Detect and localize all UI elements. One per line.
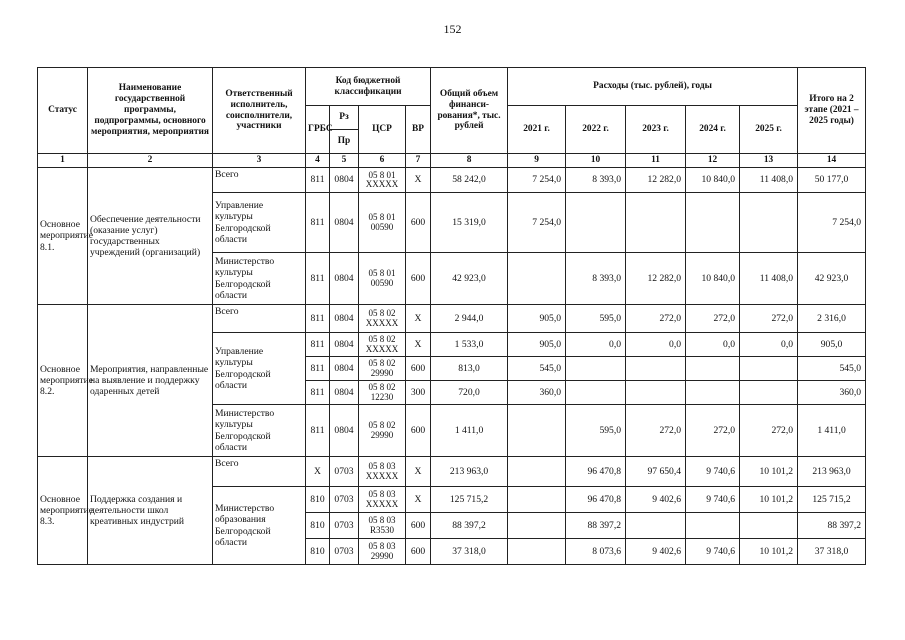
header-2023: 2023 г. — [626, 106, 686, 154]
total-cell: 213 963,0 — [431, 457, 508, 487]
header-name: Наименование государственной программы, подпрограммы, основного мероприятия, мероприятия — [88, 68, 213, 154]
column-number: 1 — [38, 154, 88, 168]
y2023-cell: 9 402,6 — [626, 539, 686, 565]
budget-table — [37, 67, 866, 565]
table-row — [38, 168, 866, 193]
header-executor: Ответственный исполнитель, соисполнители, участники — [213, 68, 306, 154]
header-row-1 — [38, 68, 866, 106]
y2022-cell: 96 470,8 — [566, 457, 626, 487]
status-cell: Основное мероприятие 8.3. — [38, 457, 88, 565]
csr-cell: 05 8 02 12230 — [359, 381, 406, 405]
column-number: 4 — [306, 154, 330, 168]
rzpr-cell: 0804 — [330, 357, 359, 381]
header-vr: ВР — [406, 106, 431, 154]
y2023-cell: 12 282,0 — [626, 253, 686, 305]
vr-cell: 600 — [406, 539, 431, 565]
itogo-cell: 7 254,0 — [798, 193, 866, 253]
y2021-cell — [508, 513, 566, 539]
header-budget-code: Код бюджетной классификации — [306, 68, 431, 106]
y2025-cell: 272,0 — [740, 305, 798, 333]
header-pr: Пр — [330, 130, 359, 154]
y2022-cell — [566, 357, 626, 381]
header-2022: 2022 г. — [566, 106, 626, 154]
grbs-cell: 810 — [306, 487, 330, 513]
grbs-cell: 811 — [306, 381, 330, 405]
y2022-cell: 595,0 — [566, 305, 626, 333]
y2023-cell — [626, 357, 686, 381]
y2025-cell: 10 101,2 — [740, 457, 798, 487]
csr-cell: 05 8 01 00590 — [359, 253, 406, 305]
vr-cell: 600 — [406, 193, 431, 253]
header-2021: 2021 г. — [508, 106, 566, 154]
total-cell: 813,0 — [431, 357, 508, 381]
y2025-cell — [740, 381, 798, 405]
column-number: 9 — [508, 154, 566, 168]
y2023-cell: 0,0 — [626, 333, 686, 357]
y2022-cell — [566, 381, 626, 405]
y2025-cell: 10 101,2 — [740, 539, 798, 565]
y2022-cell: 0,0 — [566, 333, 626, 357]
rzpr-cell: 0804 — [330, 193, 359, 253]
rzpr-cell: 0703 — [330, 513, 359, 539]
grbs-cell: 811 — [306, 305, 330, 333]
y2022-cell: 96 470,8 — [566, 487, 626, 513]
total-cell: 1 411,0 — [431, 405, 508, 457]
header-itogo: Итого на 2 этапе (2021 – 2025 годы) — [798, 68, 866, 154]
executor-cell: Всего — [213, 305, 306, 333]
vr-cell: Х — [406, 333, 431, 357]
rzpr-cell: 0804 — [330, 305, 359, 333]
y2024-cell: 272,0 — [686, 405, 740, 457]
itogo-cell: 905,0 — [798, 333, 866, 357]
rzpr-cell: 0703 — [330, 457, 359, 487]
total-cell: 125 715,2 — [431, 487, 508, 513]
y2024-cell: 9 740,6 — [686, 539, 740, 565]
y2021-cell: 905,0 — [508, 333, 566, 357]
grbs-cell: 811 — [306, 253, 330, 305]
y2025-cell — [740, 513, 798, 539]
rzpr-cell: 0804 — [330, 405, 359, 457]
status-cell: Основное мероприятие 8.2. — [38, 305, 88, 457]
vr-cell: Х — [406, 305, 431, 333]
y2023-cell: 272,0 — [626, 305, 686, 333]
rzpr-cell: 0804 — [330, 253, 359, 305]
itogo-cell: 213 963,0 — [798, 457, 866, 487]
itogo-cell: 2 316,0 — [798, 305, 866, 333]
csr-cell: 05 8 03 ХХХХХ — [359, 487, 406, 513]
vr-cell: 600 — [406, 405, 431, 457]
y2025-cell: 11 408,0 — [740, 168, 798, 193]
grbs-cell: 810 — [306, 539, 330, 565]
csr-cell: 05 8 03 ХХХХХ — [359, 457, 406, 487]
y2022-cell — [566, 193, 626, 253]
column-number: 10 — [566, 154, 626, 168]
y2025-cell: 0,0 — [740, 333, 798, 357]
rzpr-cell: 0703 — [330, 487, 359, 513]
total-cell: 58 242,0 — [431, 168, 508, 193]
grbs-cell: 811 — [306, 333, 330, 357]
executor-cell: Министерство культуры Белгородской области — [213, 405, 306, 457]
y2024-cell — [686, 193, 740, 253]
y2024-cell — [686, 513, 740, 539]
executor-cell: Всего — [213, 457, 306, 487]
total-cell: 2 944,0 — [431, 305, 508, 333]
vr-cell: 600 — [406, 253, 431, 305]
vr-cell: 600 — [406, 513, 431, 539]
total-cell: 720,0 — [431, 381, 508, 405]
column-number: 8 — [431, 154, 508, 168]
y2021-cell — [508, 539, 566, 565]
y2024-cell: 272,0 — [686, 305, 740, 333]
csr-cell: 05 8 03 29990 — [359, 539, 406, 565]
y2023-cell: 272,0 — [626, 405, 686, 457]
executor-cell: Управление культуры Белгородской области — [213, 193, 306, 253]
vr-cell: Х — [406, 487, 431, 513]
column-number: 6 — [359, 154, 406, 168]
grbs-cell: 810 — [306, 513, 330, 539]
header-status: Статус — [38, 68, 88, 154]
y2023-cell — [626, 381, 686, 405]
y2025-cell: 10 101,2 — [740, 487, 798, 513]
y2021-cell: 545,0 — [508, 357, 566, 381]
y2025-cell — [740, 193, 798, 253]
header-csr: ЦСР — [359, 106, 406, 154]
column-number: 13 — [740, 154, 798, 168]
y2023-cell: 12 282,0 — [626, 168, 686, 193]
itogo-cell: 360,0 — [798, 381, 866, 405]
y2023-cell — [626, 193, 686, 253]
y2022-cell: 8 393,0 — [566, 168, 626, 193]
y2021-cell — [508, 405, 566, 457]
y2023-cell — [626, 513, 686, 539]
total-cell: 37 318,0 — [431, 539, 508, 565]
column-number: 12 — [686, 154, 740, 168]
executor-cell: Всего — [213, 168, 306, 193]
y2024-cell — [686, 381, 740, 405]
header-grbs: ГРБС — [306, 106, 330, 154]
page-number: 152 — [443, 22, 462, 36]
itogo-cell: 37 318,0 — [798, 539, 866, 565]
y2024-cell: 10 840,0 — [686, 253, 740, 305]
column-number: 11 — [626, 154, 686, 168]
vr-cell: 300 — [406, 381, 431, 405]
table-row — [38, 457, 866, 487]
rzpr-cell: 0804 — [330, 168, 359, 193]
y2024-cell: 9 740,6 — [686, 457, 740, 487]
grbs-cell: 811 — [306, 357, 330, 381]
name-cell: Поддержка создания и деятельности школ креативных индустрий — [88, 457, 213, 565]
header-total-volume: Общий объем финанси-рования*, тыс. рублей — [431, 68, 508, 154]
total-cell: 1 533,0 — [431, 333, 508, 357]
rzpr-cell: 0804 — [330, 333, 359, 357]
csr-cell: 05 8 02 ХХХХХ — [359, 305, 406, 333]
y2023-cell: 97 650,4 — [626, 457, 686, 487]
vr-cell: Х — [406, 168, 431, 193]
table-row — [38, 305, 866, 333]
executor-cell: Министерство культуры Белгородской области — [213, 253, 306, 305]
y2024-cell — [686, 357, 740, 381]
executor-cell: Управление культуры Белгородской области — [213, 333, 306, 405]
grbs-cell: Х — [306, 457, 330, 487]
header-2024: 2024 г. — [686, 106, 740, 154]
y2024-cell: 0,0 — [686, 333, 740, 357]
vr-cell: 600 — [406, 357, 431, 381]
itogo-cell: 88 397,2 — [798, 513, 866, 539]
column-number: 2 — [88, 154, 213, 168]
column-number: 14 — [798, 154, 866, 168]
total-cell: 88 397,2 — [431, 513, 508, 539]
csr-cell: 05 8 02 ХХХХХ — [359, 333, 406, 357]
grbs-cell: 811 — [306, 405, 330, 457]
csr-cell: 05 8 03 R3530 — [359, 513, 406, 539]
y2021-cell: 7 254,0 — [508, 193, 566, 253]
y2022-cell: 8 073,6 — [566, 539, 626, 565]
y2021-cell — [508, 487, 566, 513]
rzpr-cell: 0804 — [330, 381, 359, 405]
y2022-cell: 88 397,2 — [566, 513, 626, 539]
itogo-cell: 545,0 — [798, 357, 866, 381]
y2022-cell: 595,0 — [566, 405, 626, 457]
y2024-cell: 9 740,6 — [686, 487, 740, 513]
executor-cell: Министерство образования Белгородской области — [213, 487, 306, 565]
total-cell: 15 319,0 — [431, 193, 508, 253]
y2021-cell: 360,0 — [508, 381, 566, 405]
y2021-cell: 905,0 — [508, 305, 566, 333]
name-cell: Мероприятия, направленные на выявление и поддержку одаренных детей — [88, 305, 213, 457]
y2025-cell: 11 408,0 — [740, 253, 798, 305]
csr-cell: 05 8 02 29990 — [359, 357, 406, 381]
csr-cell: 05 8 02 29990 — [359, 405, 406, 457]
header-2025: 2025 г. — [740, 106, 798, 154]
rzpr-cell: 0703 — [330, 539, 359, 565]
column-number: 7 — [406, 154, 431, 168]
header-expenses: Расходы (тыс. рублей), годы — [508, 68, 798, 106]
y2021-cell — [508, 457, 566, 487]
y2024-cell: 10 840,0 — [686, 168, 740, 193]
y2025-cell — [740, 357, 798, 381]
y2021-cell — [508, 253, 566, 305]
column-number: 5 — [330, 154, 359, 168]
y2022-cell: 8 393,0 — [566, 253, 626, 305]
itogo-cell: 50 177,0 — [798, 168, 866, 193]
status-cell: Основное мероприятие 8.1. — [38, 168, 88, 305]
total-cell: 42 923,0 — [431, 253, 508, 305]
grbs-cell: 811 — [306, 193, 330, 253]
y2023-cell: 9 402,6 — [626, 487, 686, 513]
y2025-cell: 272,0 — [740, 405, 798, 457]
vr-cell: Х — [406, 457, 431, 487]
itogo-cell: 42 923,0 — [798, 253, 866, 305]
header-rz: Рз — [330, 106, 359, 130]
name-cell: Обеспечение деятельности (оказание услуг) государственных учреждений (организаций) — [88, 168, 213, 305]
column-numbers-row — [38, 154, 866, 168]
itogo-cell: 125 715,2 — [798, 487, 866, 513]
itogo-cell: 1 411,0 — [798, 405, 866, 457]
column-number: 3 — [213, 154, 306, 168]
grbs-cell: 811 — [306, 168, 330, 193]
csr-cell: 05 8 01 ХХХХХ — [359, 168, 406, 193]
y2021-cell: 7 254,0 — [508, 168, 566, 193]
csr-cell: 05 8 01 00590 — [359, 193, 406, 253]
